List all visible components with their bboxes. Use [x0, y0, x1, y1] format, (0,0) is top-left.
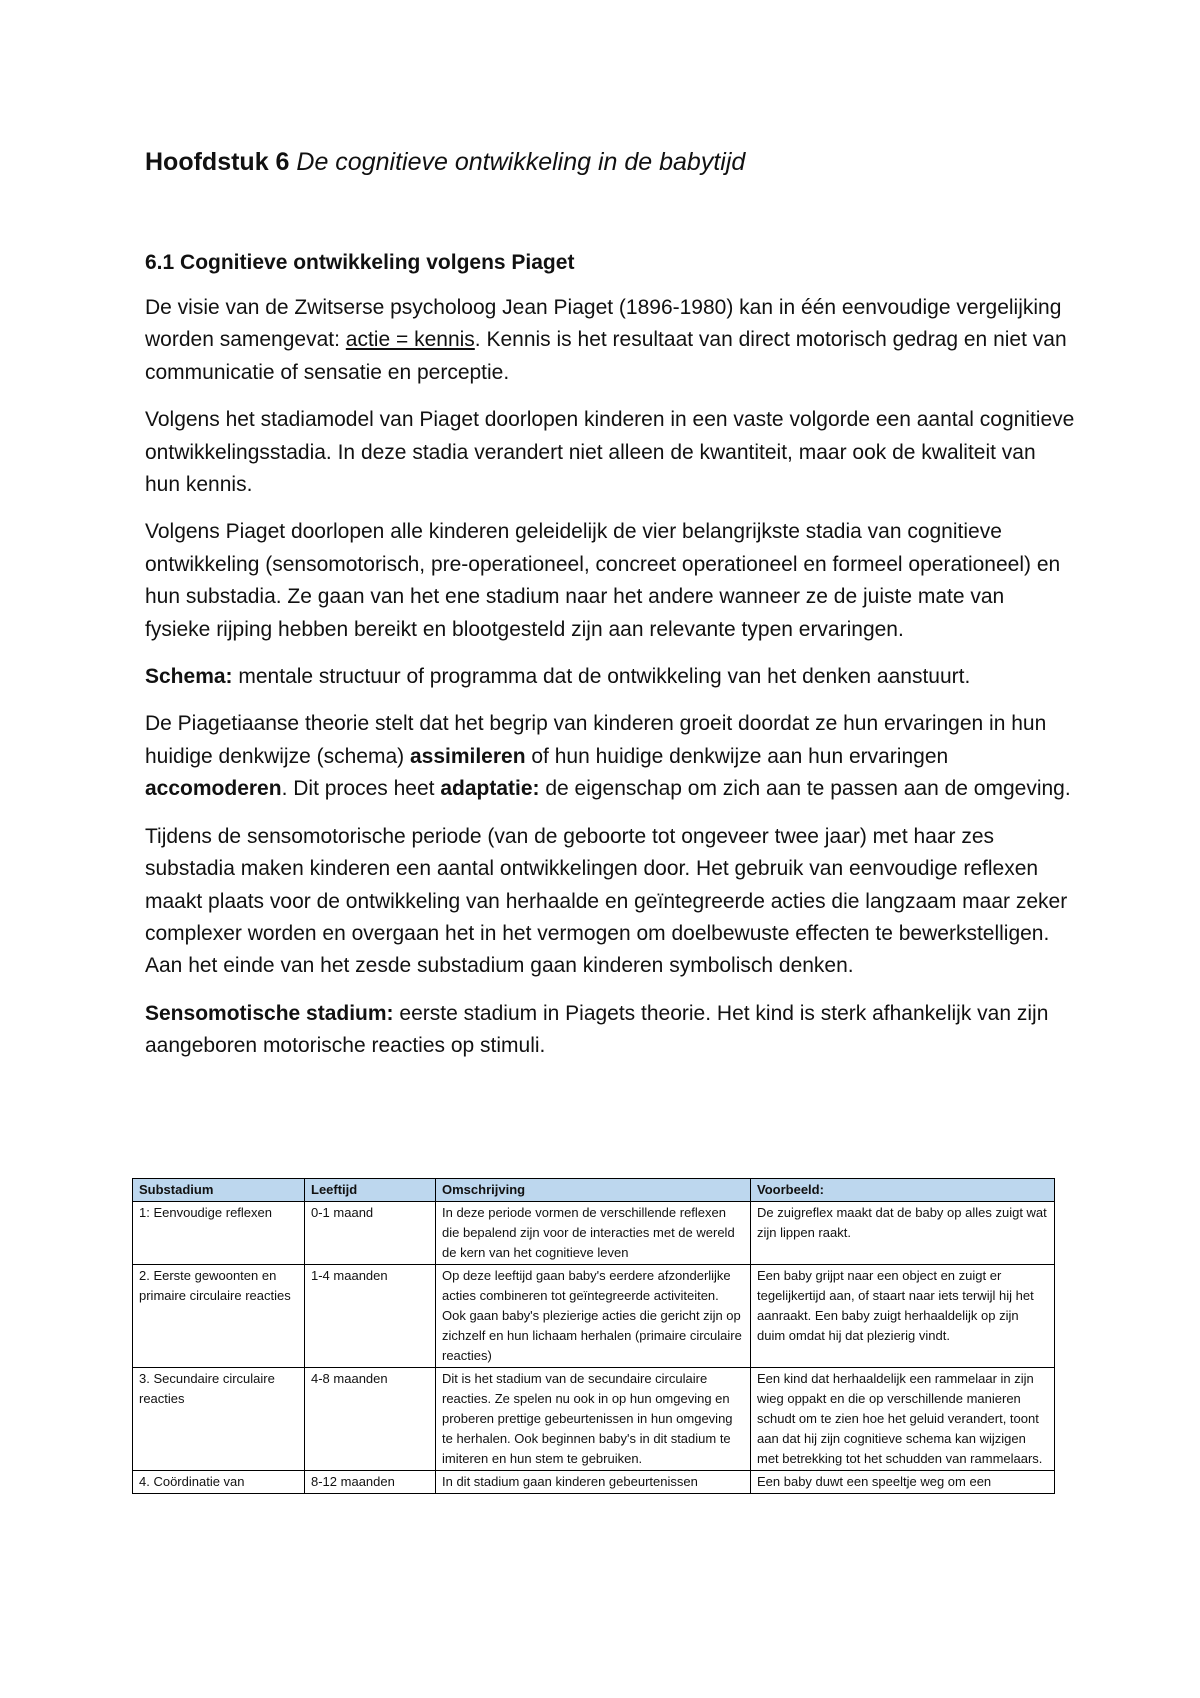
cell-voorbeeld: Een kind dat herhaaldelijk een rammelaar in zijn wieg oppakt en die op verschillende manieren schudt om te zien hoe het geluid verandert, toont aan dat hij zijn cognitieve schema kan wijzigen met betrekking tot het schudden van rammelaars. — [751, 1368, 1055, 1471]
chapter-number: Hoofdstuk 6 — [145, 148, 290, 176]
term-adaptatie: adaptatie: — [440, 777, 540, 801]
cell-omschrijving: In deze periode vormen de verschillende reflexen die bepalend zijn voor de interacties met de wereld de kern van het cognitieve leven — [436, 1202, 751, 1265]
table-row — [133, 1202, 1055, 1265]
cell-substadium: 1: Eenvoudige reflexen — [133, 1202, 305, 1265]
term-sensomotisch: Sensomotische stadium: — [145, 1001, 394, 1025]
paragraph-adaptation: De Piagetiaanse theorie stelt dat het begrip van kinderen groeit doordat ze hun ervaringen in hun huidige denkwijze (schema) assimileren of hun huidige denkwijze aan hun ervaringen accomoderen. Dit proces heet adaptatie: de eigenschap om zich aan te passen aan de omgeving. — [145, 712, 1071, 801]
cell-omschrijving: In dit stadium gaan kinderen gebeurtenissen — [436, 1471, 751, 1494]
header-voorbeeld: Voorbeeld: — [751, 1179, 1055, 1202]
term-schema: Schema: — [145, 665, 233, 689]
chapter-title: De cognitieve ontwikkeling in de babytijd — [296, 148, 746, 176]
table-row — [133, 1368, 1055, 1471]
paragraph-sensomotor-period: Tijdens de sensomotorische periode (van de geboorte tot ongeveer twee jaar) met haar zes substadia maken kinderen een aantal ontwikkelingen door. Het gebruik van eenvoudige reflexen maakt plaats voor de ontwikkeling van herhaalde en geïntegreerde acties die langzaam maar zeker complexer worden en overgaan het in het vermogen om doelbewuste effecten te bewerkstelligen. Aan het einde van het zesde substadium gaan kinderen symbolisch denken. — [145, 824, 1068, 978]
paragraph-four-stages: Volgens Piaget doorlopen alle kinderen geleidelijk de vier belangrijkste stadia van cognitieve ontwikkeling (sensomotorisch, pre-operationeel, concreet operationeel en formeel operationeel) en hun substadia. Ze gaan van het ene stadium naar het andere wanneer ze de juiste mate van fysieke rijping hebben bereikt en blootgesteld zijn aan relevante typen ervaringen. — [145, 520, 1061, 641]
table-row — [133, 1471, 1055, 1494]
cell-voorbeeld: De zuigreflex maakt dat de baby op alles zuigt wat zijn lippen raakt. — [751, 1202, 1055, 1265]
underlined-term: actie = kennis — [345, 328, 475, 352]
cell-omschrijving: Op deze leeftijd gaan baby's eerdere afzonderlijke acties combineren tot geïntegreerde activiteiten. Ook gaan baby's plezierige acties die gericht zijn op zichzelf en hun lichaam herhalen (primaire circulaire reacties) — [436, 1265, 751, 1368]
substages-table — [132, 1178, 1055, 1494]
cell-leeftijd: 8-12 maanden — [305, 1471, 436, 1494]
cell-leeftijd: 1-4 maanden — [305, 1265, 436, 1368]
table-row — [133, 1265, 1055, 1368]
header-substadium: Substadium — [133, 1179, 305, 1202]
cell-omschrijving: Dit is het stadium van de secundaire circulaire reacties. Ze spelen nu ook in op hun omgeving en proberen prettige gebeurtenissen in hun omgeving te herhalen. Ook beginnen baby's in dit stadium te imiteren en hun stem te gebruiken. — [436, 1368, 751, 1471]
cell-substadium: 4. Coördinatie van — [133, 1471, 305, 1494]
cell-leeftijd: 4-8 maanden — [305, 1368, 436, 1471]
term-assimileren: assimileren — [409, 744, 526, 768]
chapter-heading — [145, 145, 745, 179]
cell-substadium: 3. Secundaire circulaire reacties — [133, 1368, 305, 1471]
header-leeftijd: Leeftijd — [305, 1179, 436, 1202]
paragraph-stadiamodel: Volgens het stadiamodel van Piaget doorlopen kinderen in een vaste volgorde een aantal cognitieve ontwikkelingsstadia. In deze stadia verandert niet alleen de kwantiteit, maar ook de kwaliteit van hun kennis. — [145, 408, 1075, 497]
cell-voorbeeld: Een baby duwt een speeltje weg om een — [751, 1471, 1055, 1494]
term-accomoderen: accomoderen — [145, 777, 282, 801]
paragraph-piaget-vision: De visie van de Zwitserse psycholoog Jean Piaget (1896-1980) kan in één eenvoudige vergelijking worden samengevat: actie = kennis. Kennis is het resultaat van direct motorisch gedrag en niet van communicatie of sensatie en perceptie. — [145, 296, 1067, 384]
paragraph-sensomotor-definition: Sensomotische stadium: eerste stadium in Piagets theorie. Het kind is sterk afhankelijk van zijn aangeboren motorische reacties op stimuli. — [145, 1001, 1049, 1058]
cell-voorbeeld: Een baby grijpt naar een object en zuigt er tegelijkertijd aan, of staart naar iets terwijl hij het aanraakt. Een baby zuigt herhaaldelijk op zijn duim omdat hij dat plezierig vindt. — [751, 1265, 1055, 1368]
table-header-row — [133, 1179, 1055, 1202]
body-text — [145, 292, 1075, 1078]
cell-substadium: 2. Eerste gewoonten en primaire circulaire reacties — [133, 1265, 305, 1368]
section-heading: 6.1 Cognitieve ontwikkeling volgens Piaget — [145, 251, 575, 274]
cell-leeftijd: 0-1 maand — [305, 1202, 436, 1265]
paragraph-schema-definition: Schema: mentale structuur of programma dat de ontwikkeling van het denken aanstuurt. — [145, 665, 971, 689]
header-omschrijving: Omschrijving — [436, 1179, 751, 1202]
